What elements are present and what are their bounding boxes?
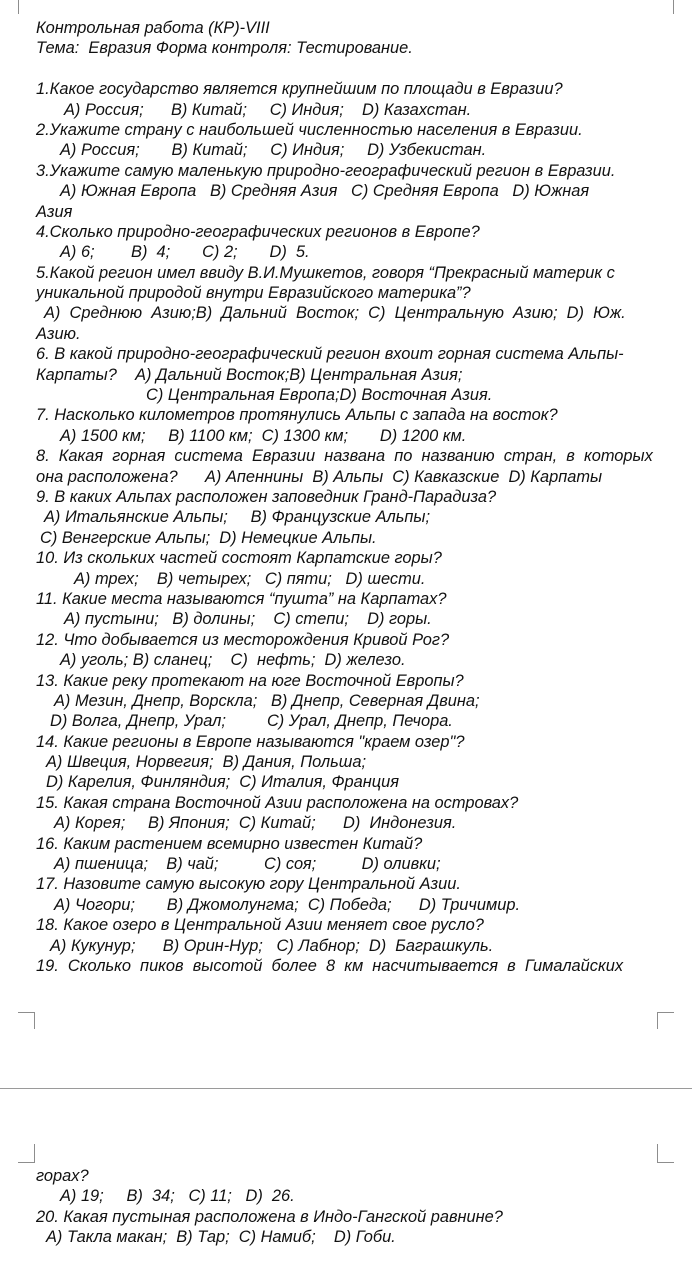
question-5: 5.Какой регион имел ввиду В.И.Мушкетов, говоря “Прекрасный материк с [36,263,615,282]
question-14-options-cont: D) Карелия, Финляндия; C) Италия, Франция [46,773,400,792]
question-18-options: А) Кукунур; B) Орин-Нур; C) Лабнор; D) Баграшкуль. [50,936,494,955]
crop-mark-top-left [18,0,37,14]
page-2 [0,1090,692,1280]
document-topic: Тема: Евразия Форма контроля: Тестирование. [36,39,413,58]
question-15-options: А) Корея; B) Япония; C) Китай; D) Индонезия. [54,814,457,833]
question-10-options: А) трех; B) четырех; C) пяти; D) шести. [74,569,426,588]
question-12: 12. Что добывается из месторождения Кривой Рог? [36,630,450,649]
question-4-options: А) 6; B) 4; C) 2; D) 5. [60,243,310,262]
crop-mark-top-right [655,0,674,14]
document-title: Контрольная работа (КР)-VIII [36,19,270,37]
test-text-page-1 [36,18,670,976]
test-text-page-2 [36,1166,670,1248]
question-4: 4.Сколько природно-географических регионов в Европе? [36,222,480,241]
question-9-options: А) Итальянские Альпы; B) Французские Альпы; [44,508,431,527]
question-11: 11. Какие места называются “пушта” на Карпатах? [36,589,447,608]
question-5-options-cont: Азию. [36,324,81,343]
question-3-options-cont: Азия [36,202,73,221]
question-13: 13. Какие реку протекают на юге Восточной Европы? [36,671,464,690]
question-15: 15. Какая страна Восточной Азии расположена на островах? [36,793,519,812]
question-14-options: А) Швеция, Норвегия; B) Дания, Польша; [46,753,367,772]
question-1: 1.Какое государство является крупнейшим по площади в Евразии? [36,80,563,99]
blank-line [36,59,670,79]
question-8: 8. Какая горная система Евразии названа по названию стран, в которых [36,447,653,466]
question-20-options: А) Такла макан; B) Тар; С) Намиб; D) Гоби. [46,1228,396,1247]
question-16-options: А) пшеница; B) чай; C) соя; D) оливки; [54,855,441,874]
question-6: 6. В какой природно-географический регион вхоит горная система Альпы- [36,345,624,364]
question-17-options: А) Чогори; B) Джомолунгма; C) Победа; D) Тричимир. [54,895,521,914]
question-6-cont: Карпаты? А) Дальний Восток;В) Центральная Азия; [36,365,463,384]
question-5-cont: уникальной природой внутри Евразийского материка”? [36,284,471,303]
question-7-options: А) 1500 км; B) 1100 км; C) 1300 км; D) 1200 км. [60,426,467,445]
question-18: 18. Какое озеро в Центральной Азии меняет свое русло? [36,916,484,935]
question-16: 16. Каким растением всемирно известен Китай? [36,834,423,853]
question-10: 10. Из скольких частей состоят Карпатские горы? [36,549,442,568]
question-9-options-cont: C) Венгерские Альпы; D) Немецкие Альпы. [40,528,377,547]
page-separator [0,1088,692,1089]
question-12-options: А) уголь; B) сланец; C) нефть; D) железо. [60,651,406,670]
crop-mark-bottom-left [18,1012,35,1029]
question-2: 2.Укажите страну с наибольшей численностью населения в Евразии. [36,120,583,139]
question-2-options: А) Россия; B) Китай; C) Индия; D) Узбекистан. [60,141,487,160]
question-1-options: А) Россия; B) Китай; C) Индия; D) Казахстан. [64,100,472,119]
crop-mark-bottom-right [657,1012,674,1029]
question-19-cont: горах? [36,1167,89,1185]
question-17: 17. Назовите самую высокую гору Центральной Азии. [36,875,461,894]
question-19-options: А) 19; B) 34; C) 11; D) 26. [60,1187,295,1206]
question-19: 19. Сколько пиков высотой более 8 км насчитывается в Гималайских [36,956,624,975]
question-3-options: А) Южная Европа B) Средняя Азия C) Средняя Европа D) Южная [60,182,590,201]
question-5-options: А) Среднюю Азию;В) Дальний Восток; С) Центральную Азию; D) Юж. [44,304,626,323]
question-6-options: С) Центральная Европа;D) Восточная Азия. [146,386,493,405]
question-13-options: А) Мезин, Днепр, Ворскла; B) Днепр, Северная Двина; [54,691,480,710]
question-9: 9. В каких Альпах расположен заповедник Гранд-Парадиза? [36,487,497,506]
question-11-options: А) пустыни; B) долины; C) степи; D) горы. [64,610,432,629]
question-7: 7. Насколько километров протянулись Альпы с запада на восток? [36,406,558,425]
question-8-cont: она расположена? А) Апеннины B) Альпы C) Кавказские D) Карпаты [36,467,603,486]
question-20: 20. Какая пустыная расположена в Индо-Гангской равнине? [36,1207,503,1226]
question-3: 3.Укажите самую маленькую природно-географический регион в Евразии. [36,161,616,180]
question-13-options-cont: D) Волга, Днепр, Урал; C) Урал, Днепр, Печора. [50,712,453,731]
question-14: 14. Какие регионы в Европе называются "краем озер"? [36,732,465,751]
